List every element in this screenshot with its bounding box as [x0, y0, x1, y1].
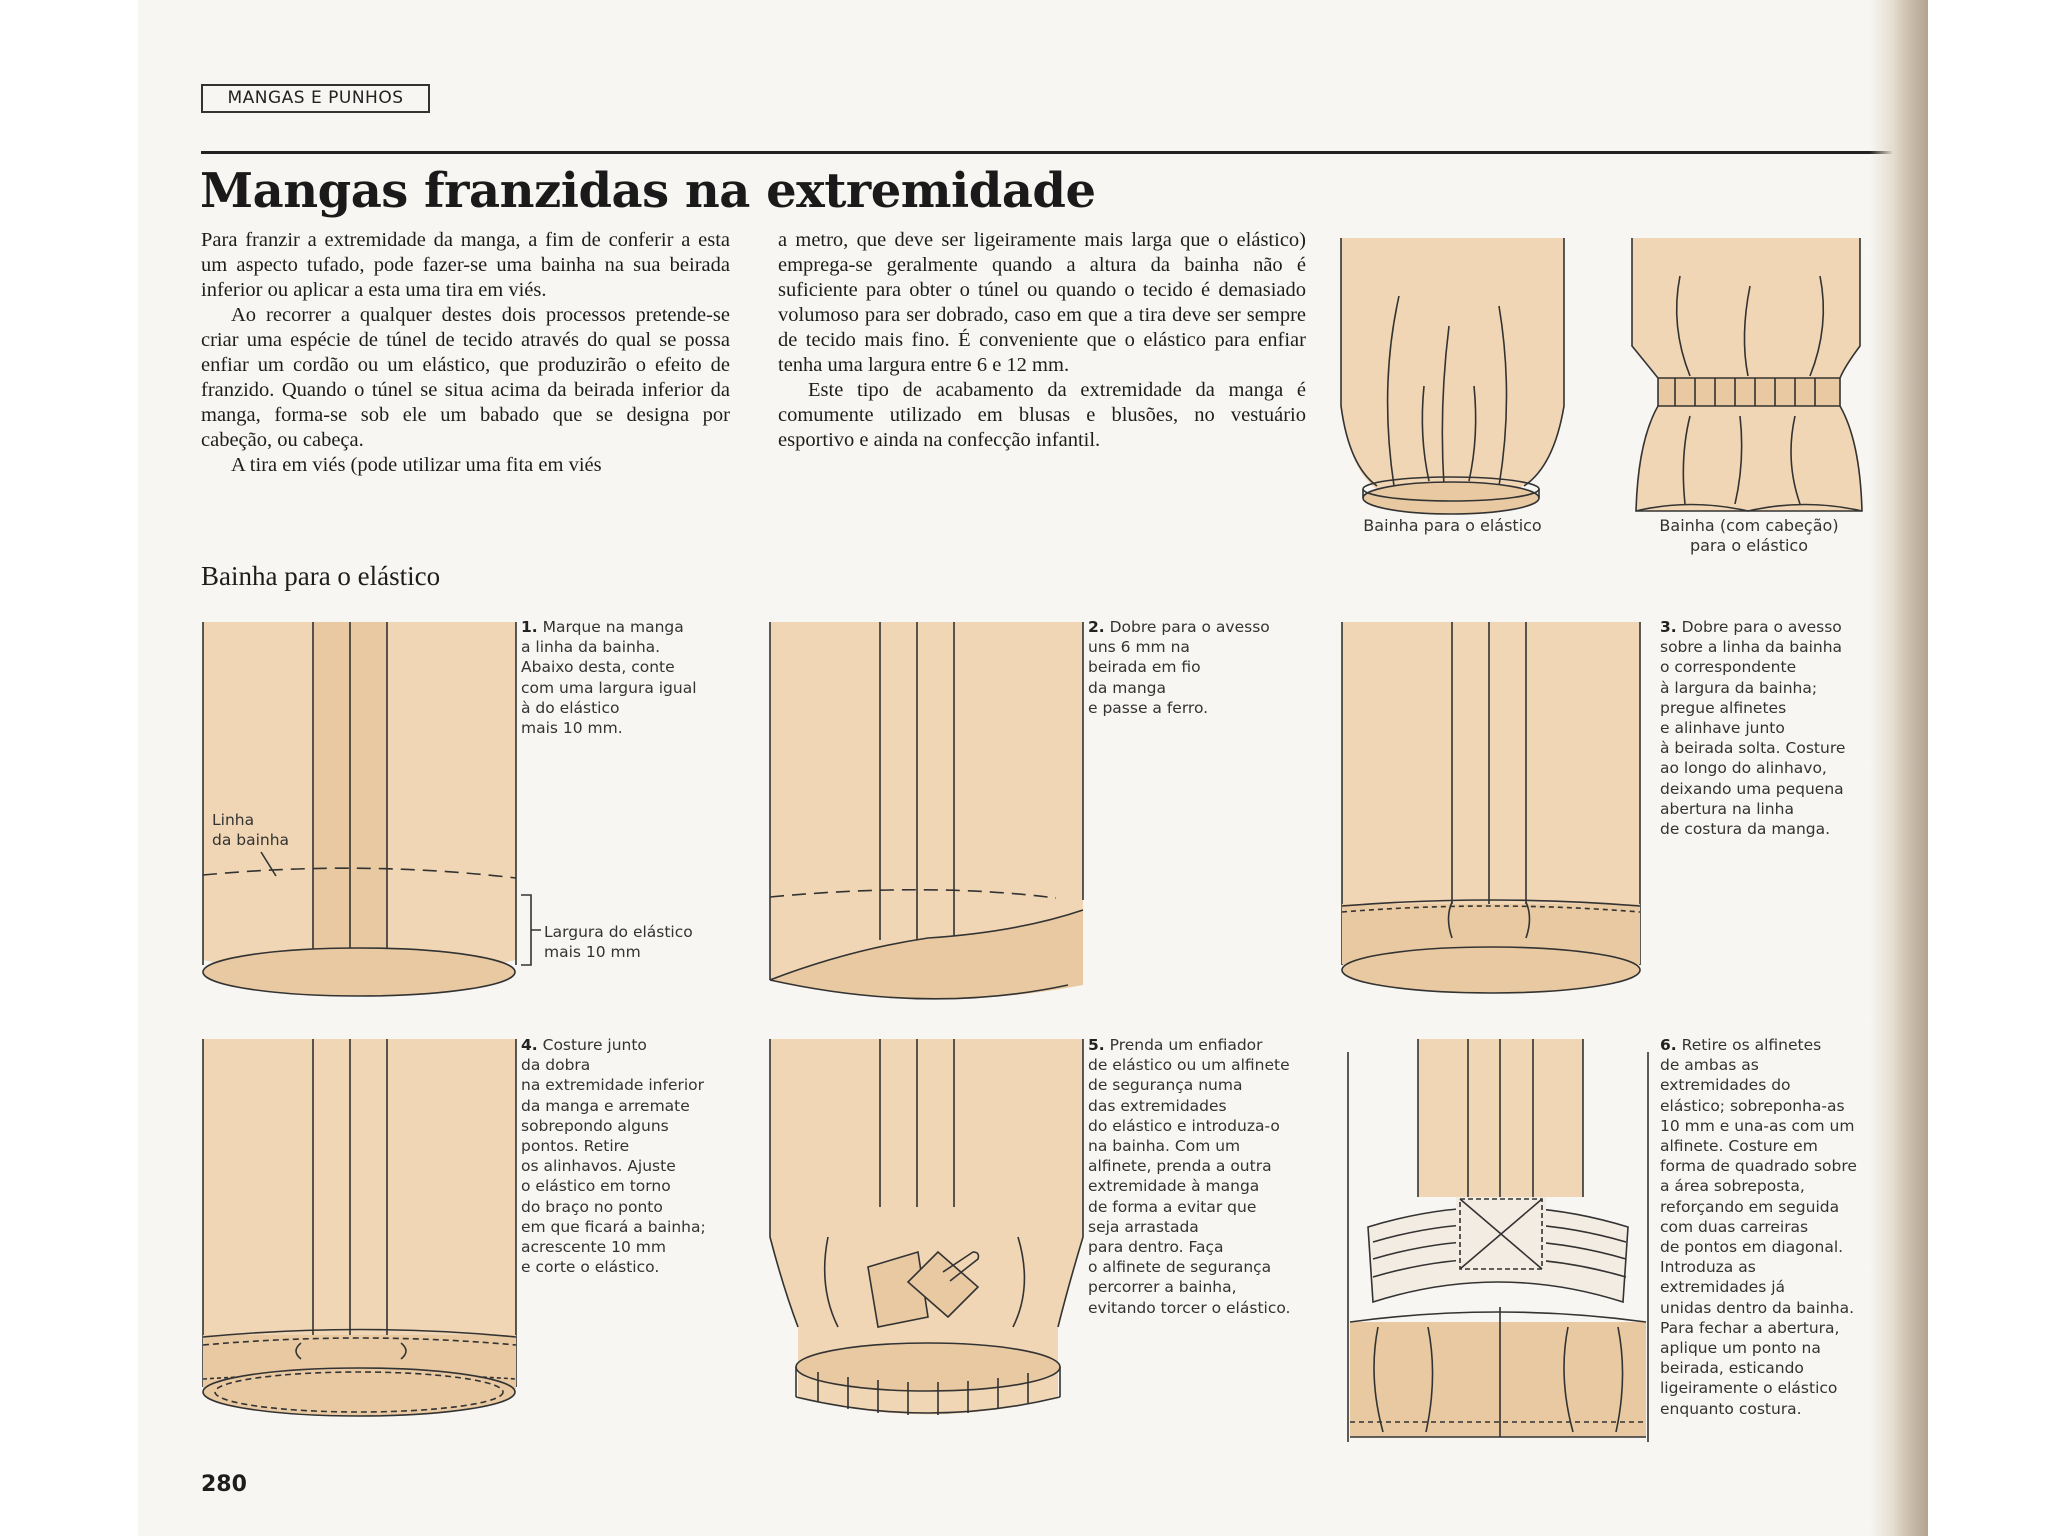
- intro-paragraph: a metro, que deve ser ligeiramente mais larga que o elástico) emprega-se geralmente quando a altura da bainha não é suficiente para obter o túnel ou quando o tecido é demasiado volumoso para ser dobrado, caso em que a tira deve ser sempre de tecido mais fino. É conveniente que o elástico para enfiar tenha uma largura entre 6 e 12 mm.: [778, 229, 1306, 376]
- step-instruction: Prenda um enfiador de elástico ou um alfinete de segurança numa das extremidades do elástico e introduza-o na bainha. Com um alfinete, prenda a outra extremidade à manga de forma a evitar que seja arrastada para dentro. Faça o alfinete de segurança percorrer a bainha, evitando torcer o elástico.: [1088, 1036, 1291, 1317]
- intro-paragraph: Este tipo de acabamento da extremidade da manga é comumente utilizado em blusas e blusões, no vestuário esportivo e ainda na confecção infantil.: [778, 379, 1306, 451]
- intro-paragraph: Ao recorrer a qualquer destes dois processos pretende-se criar uma espécie de túnel de tecido através do qual se possa enfiar um cordão ou um elástico, que produzirão o efeito de franzido. Quando o túnel se situa acima da beirada inferior da manga, forma-se sob ele um babado que se designa por cabeção, ou cabeça.: [201, 304, 730, 451]
- step-1-text: [521, 617, 697, 738]
- intro-paragraph: A tira em viés (pode utilizar uma fita em viés: [231, 454, 602, 476]
- step-instruction: Retire os alfinetes de ambas as extremidades do elástico; sobreponha-as 10 mm e una-as com um alfinete. Costure em forma de quadrado sobre a área sobreposta, reforçando em seguida com duas carreiras de pontos em diagonal. Introduza as extremidades já unidas dentro da bainha. Para fechar a abertura, aplique um ponto na beirada, esticando ligeiramente o elástico enquanto costura.: [1660, 1036, 1857, 1418]
- top-figure-caption-right: Bainha (com cabeção) para o elástico: [1659, 516, 1839, 555]
- step-2-text: [1088, 617, 1270, 718]
- step-instruction: Costure junto da dobra na extremidade inferior da manga e arremate sobrepondo alguns pontos. Retire os alinhavos. Ajuste o elástico em torno do braço no ponto em que ficará a bainha; acrescente 10 mm e corte o elástico.: [521, 1036, 706, 1277]
- section-subheading: Bainha para o elástico: [201, 561, 441, 591]
- book-page: [138, 0, 1928, 1536]
- section-tag: MANGAS E PUNHOS: [201, 84, 430, 113]
- step-3-illustration: [1340, 620, 1660, 998]
- intro-paragraph: Para franzir a extremidade da manga, a fim de conferir a esta um aspecto tufado, pode fazer-se uma bainha na sua beirada inferior ou aplicar a esta uma tira em viés.: [201, 229, 730, 301]
- elastic-width-label: Largura do elástico mais 10 mm: [544, 923, 693, 961]
- step-instruction: Marque na manga a linha da bainha. Abaixo desta, conte com uma largura igual à do elástico mais 10 mm.: [521, 618, 697, 738]
- step-number: 4.: [521, 1036, 538, 1054]
- hem-line-label: Linha da bainha: [212, 811, 290, 849]
- step-number: 5.: [1088, 1036, 1105, 1054]
- step-2-illustration: [768, 620, 1088, 1010]
- page-number: 280: [201, 1472, 247, 1497]
- page-title: Mangas franzidas na extremidade: [200, 163, 1096, 219]
- step-4-text: [521, 1035, 706, 1277]
- step-3-text: [1660, 617, 1845, 839]
- intro-column-1: [201, 228, 730, 478]
- step-6-illustration: [1348, 1037, 1648, 1447]
- step-instruction: Dobre para o avesso sobre a linha da bainha o correspondente à largura da bainha; pregue alfinetes e alinhave junto à beirada solta. Costure ao longo do alinhavo, deixando uma pequena abertura na linha de costura da manga.: [1660, 618, 1846, 839]
- gathered-sleeve-hem-illustration: [1339, 236, 1566, 521]
- step-number: 1.: [521, 618, 538, 636]
- sleeve-with-heading-illustration: [1630, 236, 1868, 521]
- step-4-illustration: [201, 1037, 521, 1427]
- step-5-text: [1088, 1035, 1290, 1318]
- step-instruction: Dobre para o avesso uns 6 mm na beirada em fio da manga e passe a ferro.: [1088, 618, 1270, 717]
- step-6-text: [1660, 1035, 1857, 1419]
- step-number: 2.: [1088, 618, 1105, 636]
- step-1-illustration: [201, 620, 521, 998]
- intro-column-2: [778, 228, 1306, 453]
- step-5-illustration: [768, 1037, 1088, 1432]
- top-rule: [201, 151, 1928, 154]
- step-number: 6.: [1660, 1036, 1677, 1054]
- page-binding-shadow: [1870, 0, 1928, 1536]
- step-number: 3.: [1660, 618, 1677, 636]
- top-figure-caption-left: Bainha para o elástico: [1363, 516, 1542, 535]
